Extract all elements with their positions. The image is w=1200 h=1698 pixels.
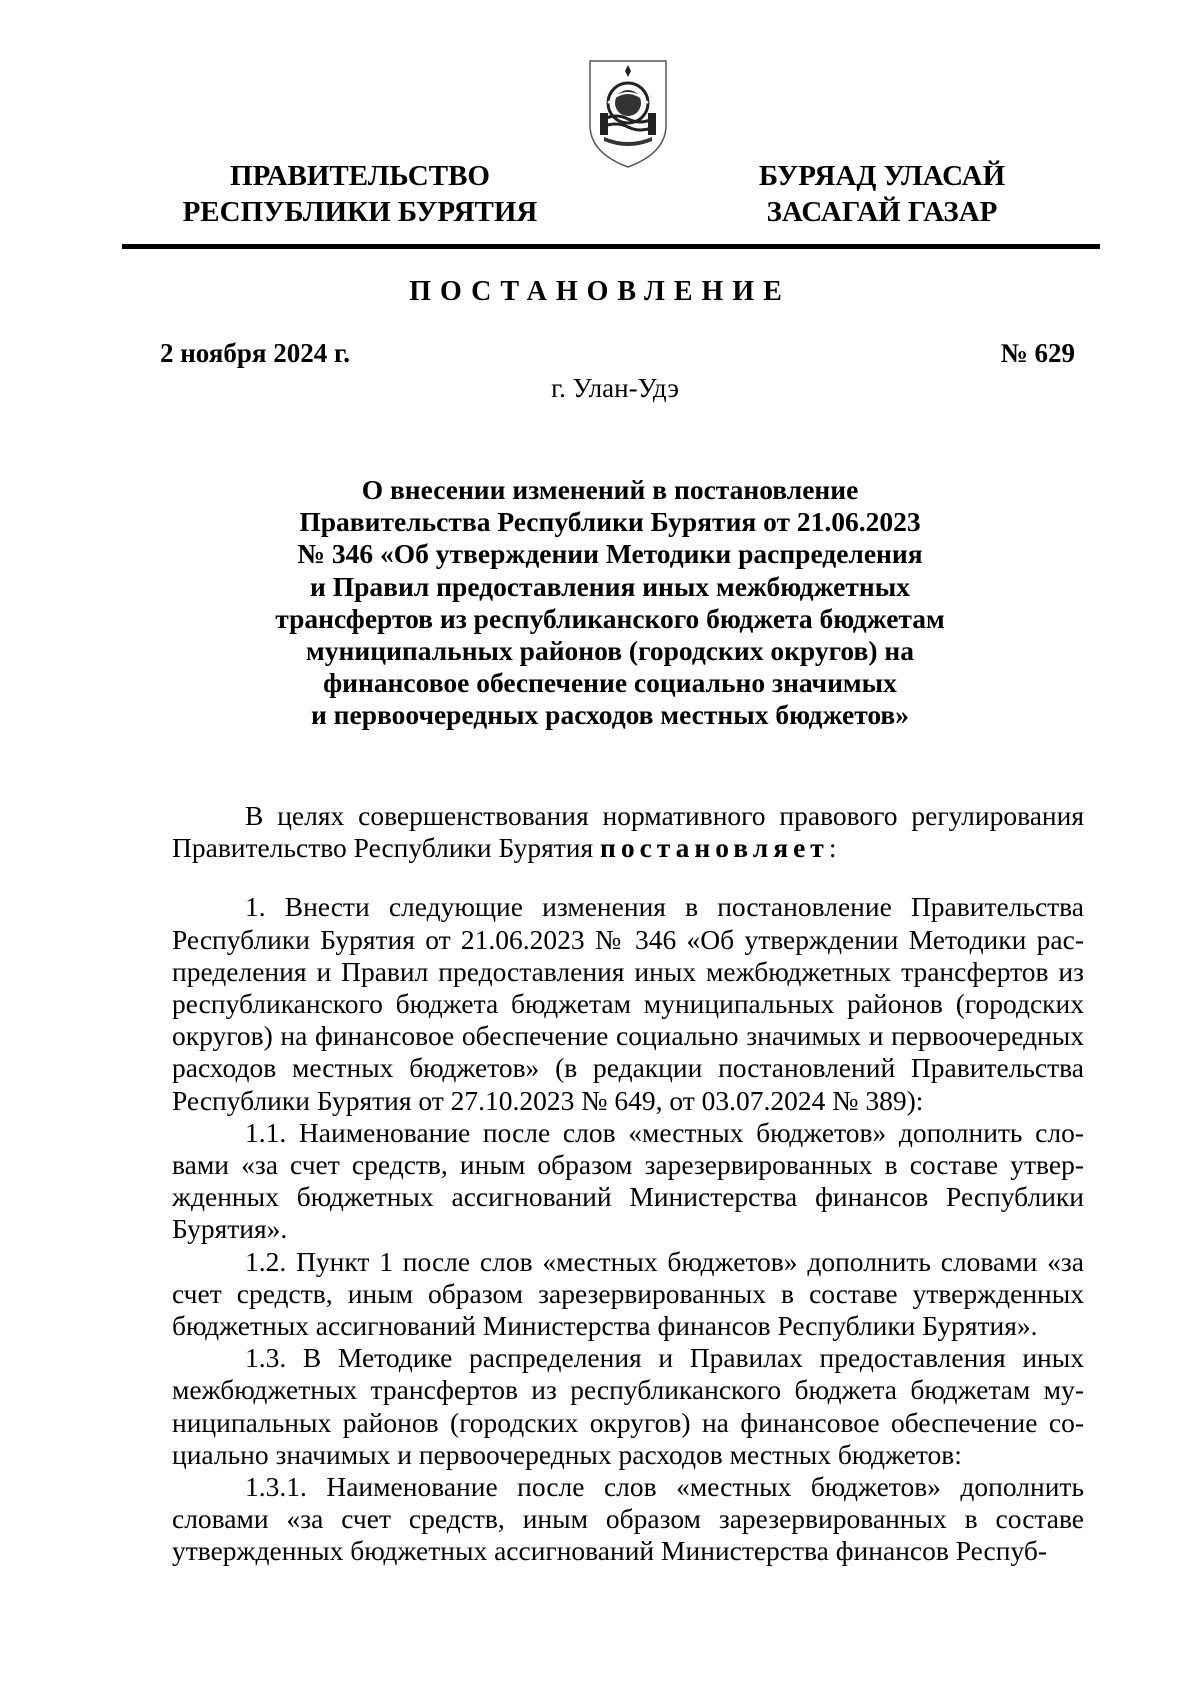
coat-of-arms-emblem [586, 55, 670, 170]
header-divider [122, 244, 1100, 249]
header-left-line1: ПРАВИТЕЛЬСТВО [230, 160, 490, 192]
paragraph-1-2: 1.2. Пункт 1 после слов «местных бюджетов» дополнить словами «за счет средств, иным образом зарезервированных в составе утвержденных бюджетных ассигнований Министерства финансов Республики Бурятия». [172, 1245, 1084, 1342]
decree-word: постановляет [600, 832, 829, 864]
document-city: г. Улан-Удэ [551, 373, 679, 403]
title-line: № 346 «Об утверждении Методики распределения [297, 538, 923, 570]
header-left-line2: РЕСПУБЛИКИ БУРЯТИЯ [182, 196, 538, 228]
document-number: № 629 [1000, 338, 1075, 368]
document-date: 2 ноября 2024 г. [160, 338, 350, 368]
title-line: финансовое обеспечение социально значимых [323, 667, 897, 699]
paragraph-1-1: 1.1. Наименование после слов «местных бюджетов» дополнить словами «за счет средств, иным образом зарезервированных в составе утвержденных бюджетных ассигнований Министерства финансов Республики Бурятия». [172, 1116, 1084, 1245]
header-right-line1: БУРЯАД УЛАСАЙ [758, 160, 1006, 192]
title-line: и Правил предоставления иных межбюджетных [310, 570, 910, 602]
document-title [200, 474, 1020, 732]
paragraph-1-3: 1.3. В Методике распределения и Правилах предоставления иных межбюджетных трансфертов из республиканского бюджета бюджетам муниципальных районов (городских округов) на финансовое обеспечение социально значимых и первоочередных расходов местных бюджетов: [172, 1342, 1084, 1470]
document-body [172, 800, 1084, 1568]
title-line: и первоочередных расходов местных бюджетов» [310, 699, 910, 731]
government-name-buryat [702, 158, 1062, 230]
paragraph-1-3-1: 1.3.1. Наименование после слов «местных бюджетов» дополнить словами «за счет средств, иным образом зарезервированных в составе утвержденных бюджетных ассигнований Министерства финансов Респуб- [172, 1471, 1084, 1567]
intro-text: В целях совершенствования нормативного правового регулирования Правительство Республики Бурятия [172, 800, 1084, 864]
title-line: Правительства Республики Бурятия от 21.06.2023 [299, 506, 921, 538]
government-name-russian [150, 158, 570, 230]
intro-end: : [828, 832, 837, 864]
title-line: трансфертов из республиканского бюджета бюджетам [275, 602, 945, 634]
title-line: О внесении изменений в постановление [361, 474, 859, 505]
header-right-line2: ЗАСАГАЙ ГАЗАР [766, 196, 998, 228]
intro-paragraph [172, 800, 1084, 864]
document-type: ПОСТАНОВЛЕНИЕ [409, 276, 791, 307]
paragraph-1: 1. Внести следующие изменения в постановление Правительства Республики Бурятия от 21.06.2023 № 346 «Об утверждении Методики распределения и Правил предоставления иных межбюджетных трансфертов из республиканского бюджета бюджетам муниципальных районов (городских округов) на финансовое обеспечение социально значимых и первоочередных расходов местных бюджетов» (в редакции постановлений Правительства Республики Бурятия от 27.10.2023 № 649, от 03.07.2024 № 389): [172, 891, 1084, 1116]
title-line: муниципальных районов (городских округов) на [306, 635, 914, 667]
